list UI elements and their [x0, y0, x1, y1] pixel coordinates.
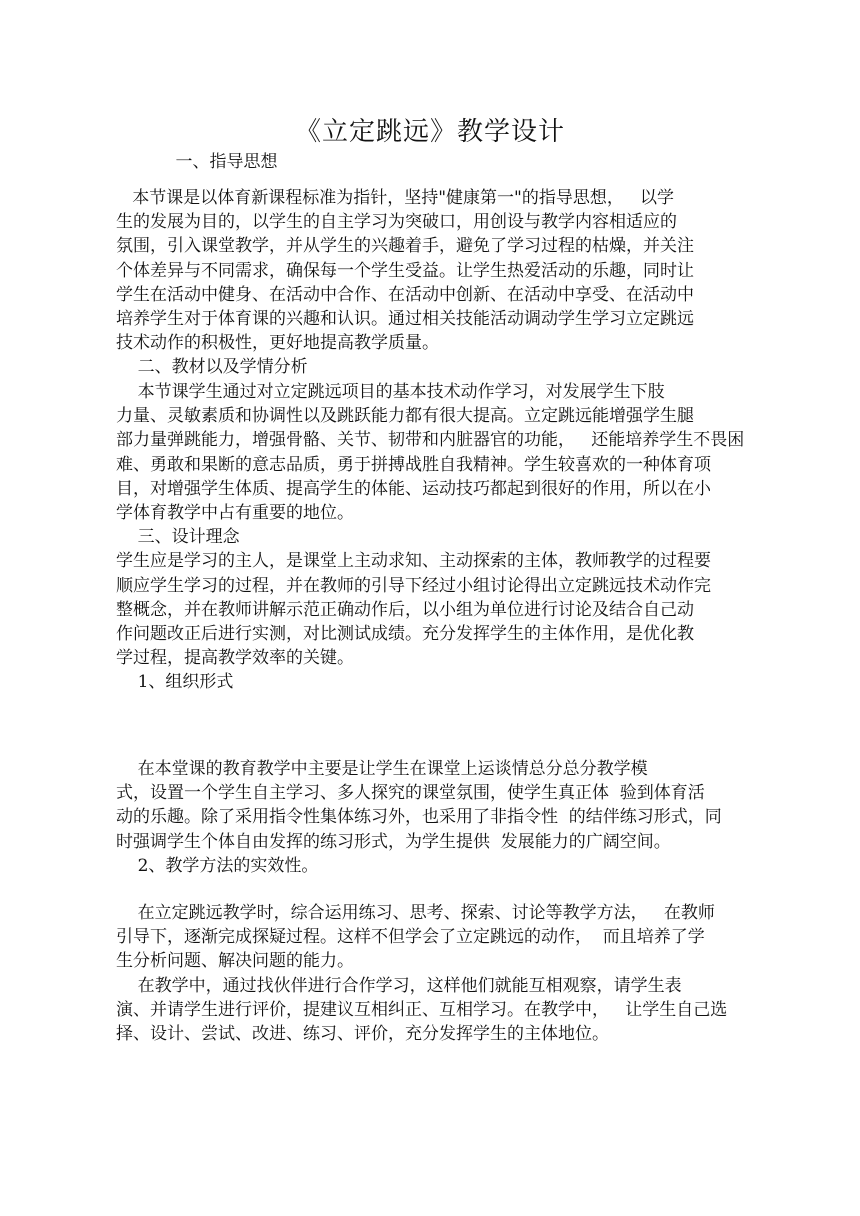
text-block — [116, 186, 788, 380]
text-line: 2、教学方法的实效性。 — [116, 855, 319, 876]
text-line: 力量、灵敏素质和协调性以及跳跃能力都有很大提高。立定跳远能增强学生腿 — [116, 406, 694, 427]
text-line: 学体育教学中占有重要的地位。 — [116, 502, 354, 523]
text-line: 生的发展为目的，以学生的自主学习为突破口，用创设与教学内容相适应的 — [116, 212, 677, 233]
text-line: 学生应是学习的主人，是课堂上主动求知、主动探索的主体，教师教学的过程要 — [116, 551, 711, 572]
text-line: 作问题改正后进行实测，对比测试成绩。充分发挥学生的主体作用，是优化教 — [116, 623, 694, 644]
text-line: 时强调学生个体自由发挥的练习形式，为学生提供 发展能力的广阔空间。 — [116, 831, 671, 852]
text-line: 在本堂课的教育教学中主要是让学生在课堂上运谈情总分总分教学模 — [116, 759, 648, 779]
text-line: 难、勇敢和果断的意志品质，勇于拼搏战胜自我精神。学生较喜欢的一种体育项 — [116, 454, 711, 475]
text-line: 氛围，引入课堂教学，并从学生的兴趣着手，避免了学习过程的枯燥，并关注 — [116, 236, 694, 257]
text-line: 一、指导思想 — [116, 152, 278, 172]
text-line: 择、设计、尝试、改进、练习、评价，充分发挥学生的主体地位。 — [116, 1023, 609, 1044]
text-line: 生分析问题、解决问题的能力。 — [116, 951, 354, 972]
text-line: 式，设置一个学生自主学习、多人探究的课堂氛围，使学生真正体 验到体育活 — [116, 783, 705, 804]
text-line: 整概念，并在教师讲解示范正确动作后，以小组为单位进行讨论及结合自己动 — [116, 599, 694, 620]
text-block — [116, 757, 788, 878]
text-line: 在教学中，通过找伙伴进行合作学习，这样他们就能互相观察，请学生表 — [116, 975, 682, 996]
text-line: 三、设计理念 — [116, 527, 240, 548]
document-title: 《立定跳远》教学设计 — [294, 117, 565, 147]
text-line: 目，对增强学生体质、提高学生的体能、运动技巧都起到很好的作用，所以在小 — [116, 478, 711, 499]
text-line: 在立定跳远教学时，综合运用练习、思考、探索、讨论等教学方法， 在教师 — [116, 903, 715, 923]
text-block — [116, 901, 788, 1046]
text-line: 二、教材以及学情分析 — [116, 357, 308, 378]
text-block — [116, 380, 788, 694]
text-line: 个体差异与不同需求，确保每一个学生受益。让学生热爱活动的乐趣，同时让 — [116, 260, 694, 281]
text-line: 部力量弹跳能力，增强骨骼、关节、韧带和内脏器官的功能， 还能培养学生不畏困 — [116, 430, 745, 451]
text-line: 培养学生对于体育课的兴趣和认识。通过相关技能活动调动学生学习立定跳远 — [116, 308, 694, 329]
text-line: 本节课是以体育新课程标准为指针，坚持"健康第一"的指导思想， 以学 — [116, 188, 675, 208]
text-line: 学生在活动中健身、在活动中合作、在活动中创新、在活动中享受、在活动中 — [116, 284, 694, 305]
text-line: 1、组织形式 — [116, 672, 234, 693]
text-line: 引导下，逐渐完成探疑过程。这样不但学会了立定跳远的动作， 而且培养了学 — [116, 927, 705, 948]
text-block — [116, 150, 788, 174]
text-line: 顺应学生学习的过程，并在教师的引导下经过小组讨论得出立定跳远技术动作完 — [116, 575, 711, 596]
text-line: 动的乐趣。除了采用指令性集体练习外，也采用了非指令性 的结伴练习形式，同 — [116, 807, 722, 828]
text-line: 技术动作的积极性，更好地提高教学质量。 — [116, 333, 439, 354]
text-line: 学过程，提高教学效率的关键。 — [116, 648, 354, 669]
text-line: 本节课学生通过对立定跳远项目的基本技术动作学习，对发展学生下肢 — [116, 382, 665, 402]
text-line: 演、并请学生进行评价，提建议互相纠正、互相学习。在教学中， 让学生自己选 — [116, 999, 728, 1020]
